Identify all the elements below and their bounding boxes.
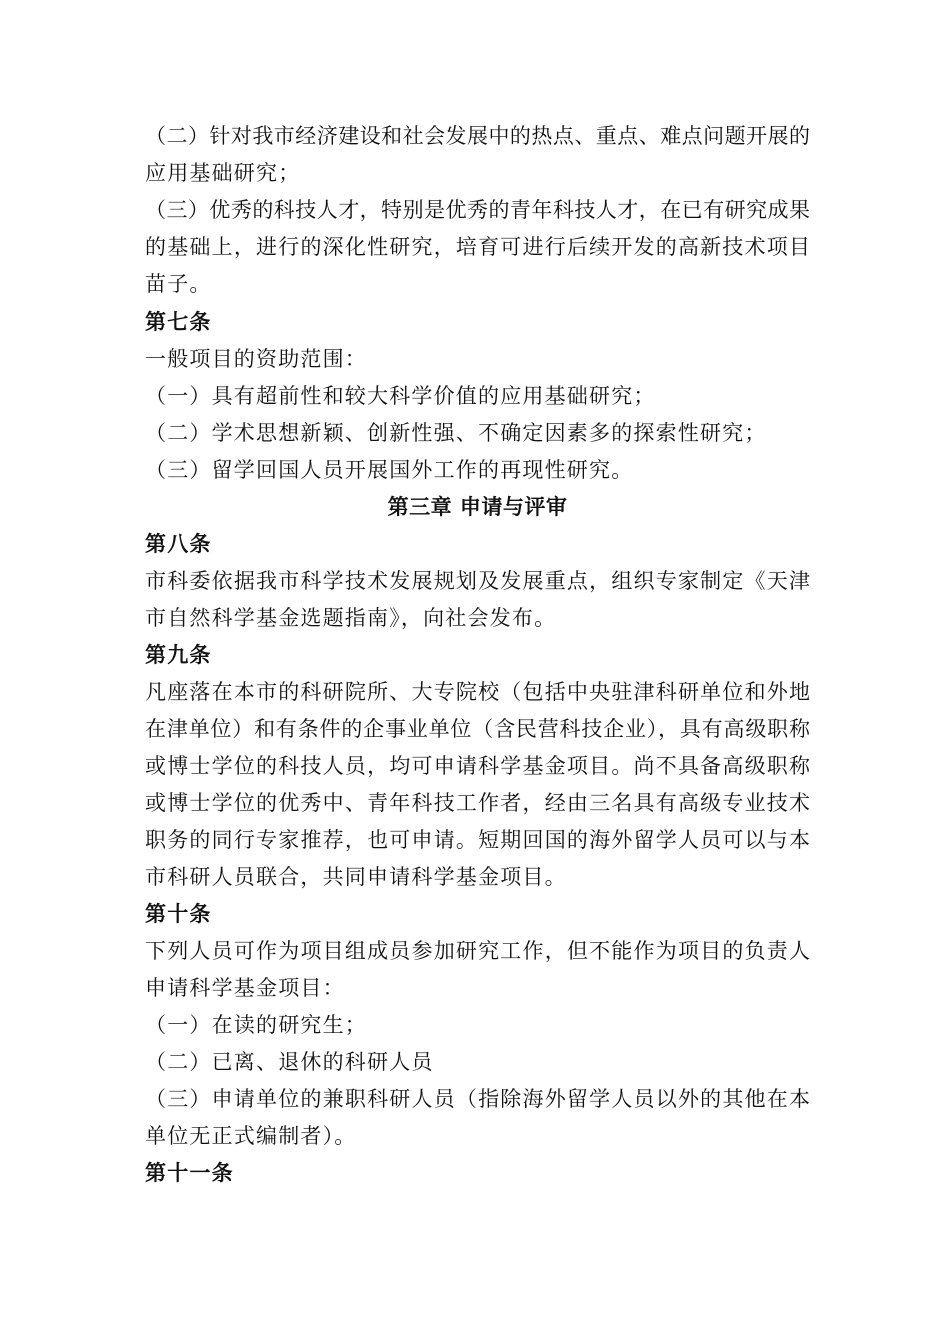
paragraph-line: 申请科学基金项目：	[145, 976, 345, 1000]
paragraph-line: 职务的同行专家推荐，也可申请。短期回国的海外留学人员可以与本	[145, 828, 810, 852]
article-heading: 第八条	[145, 531, 212, 556]
paragraph-line: （三）优秀的科技人才，特别是优秀的青年科技人才，在已有研究成果	[145, 198, 810, 222]
paragraph-line: 市自然科学基金选题指南》，向社会发布。	[145, 606, 557, 630]
paragraph-line: 或博士学位的优秀中、青年科技工作者，经由三名具有高级专业技术	[145, 791, 810, 815]
chapter-heading: 第三章 申请与评审	[387, 494, 568, 519]
list-item: （二）学术思想新颖、创新性强、不确定因素多的探索性研究；	[145, 421, 767, 445]
list-item: （一）在读的研究生；	[145, 1013, 367, 1037]
list-item: （三）申请单位的兼职科研人员（指除海外留学人员以外的其他在本	[145, 1087, 810, 1111]
article-heading: 第九条	[145, 642, 212, 667]
list-item: （三）留学回国人员开展国外工作的再现性研究。	[145, 458, 634, 482]
paragraph-line: 的基础上，进行的深化性研究，培育可进行后续开发的高新技术项目	[145, 235, 810, 259]
article-heading: 第十一条	[145, 1160, 234, 1185]
article-heading: 第七条	[145, 309, 212, 334]
paragraph-line: 市科委依据我市科学技术发展规划及发展重点，组织专家制定《天津	[145, 569, 810, 593]
paragraph-line: 在津单位）和有条件的企事业单位（含民营科技企业），具有高级职称	[145, 717, 810, 741]
paragraph-line: 或博士学位的科技人员，均可申请科学基金项目。尚不具备高级职称	[145, 754, 810, 778]
paragraph-line: 凡座落在本市的科研院所、大专院校（包括中央驻津科研单位和外地	[145, 680, 810, 704]
paragraph-line: 苗子。	[145, 272, 212, 296]
paragraph-line: 单位无正式编制者）。	[145, 1124, 357, 1148]
list-item: （一）具有超前性和较大科学价值的应用基础研究；	[145, 384, 656, 408]
paragraph-line: 一般项目的资助范围：	[145, 347, 367, 371]
paragraph-line: （二）针对我市经济建设和社会发展中的热点、重点、难点问题开展的	[145, 124, 810, 148]
paragraph-line: 下列人员可作为项目组成员参加研究工作，但不能作为项目的负责人	[145, 939, 810, 963]
paragraph-line: 市科研人员联合，共同申请科学基金项目。	[145, 865, 567, 889]
article-heading: 第十条	[145, 901, 212, 926]
paragraph-line: 应用基础研究；	[145, 161, 301, 185]
list-item: （二）已离、退休的科研人员	[145, 1050, 434, 1074]
